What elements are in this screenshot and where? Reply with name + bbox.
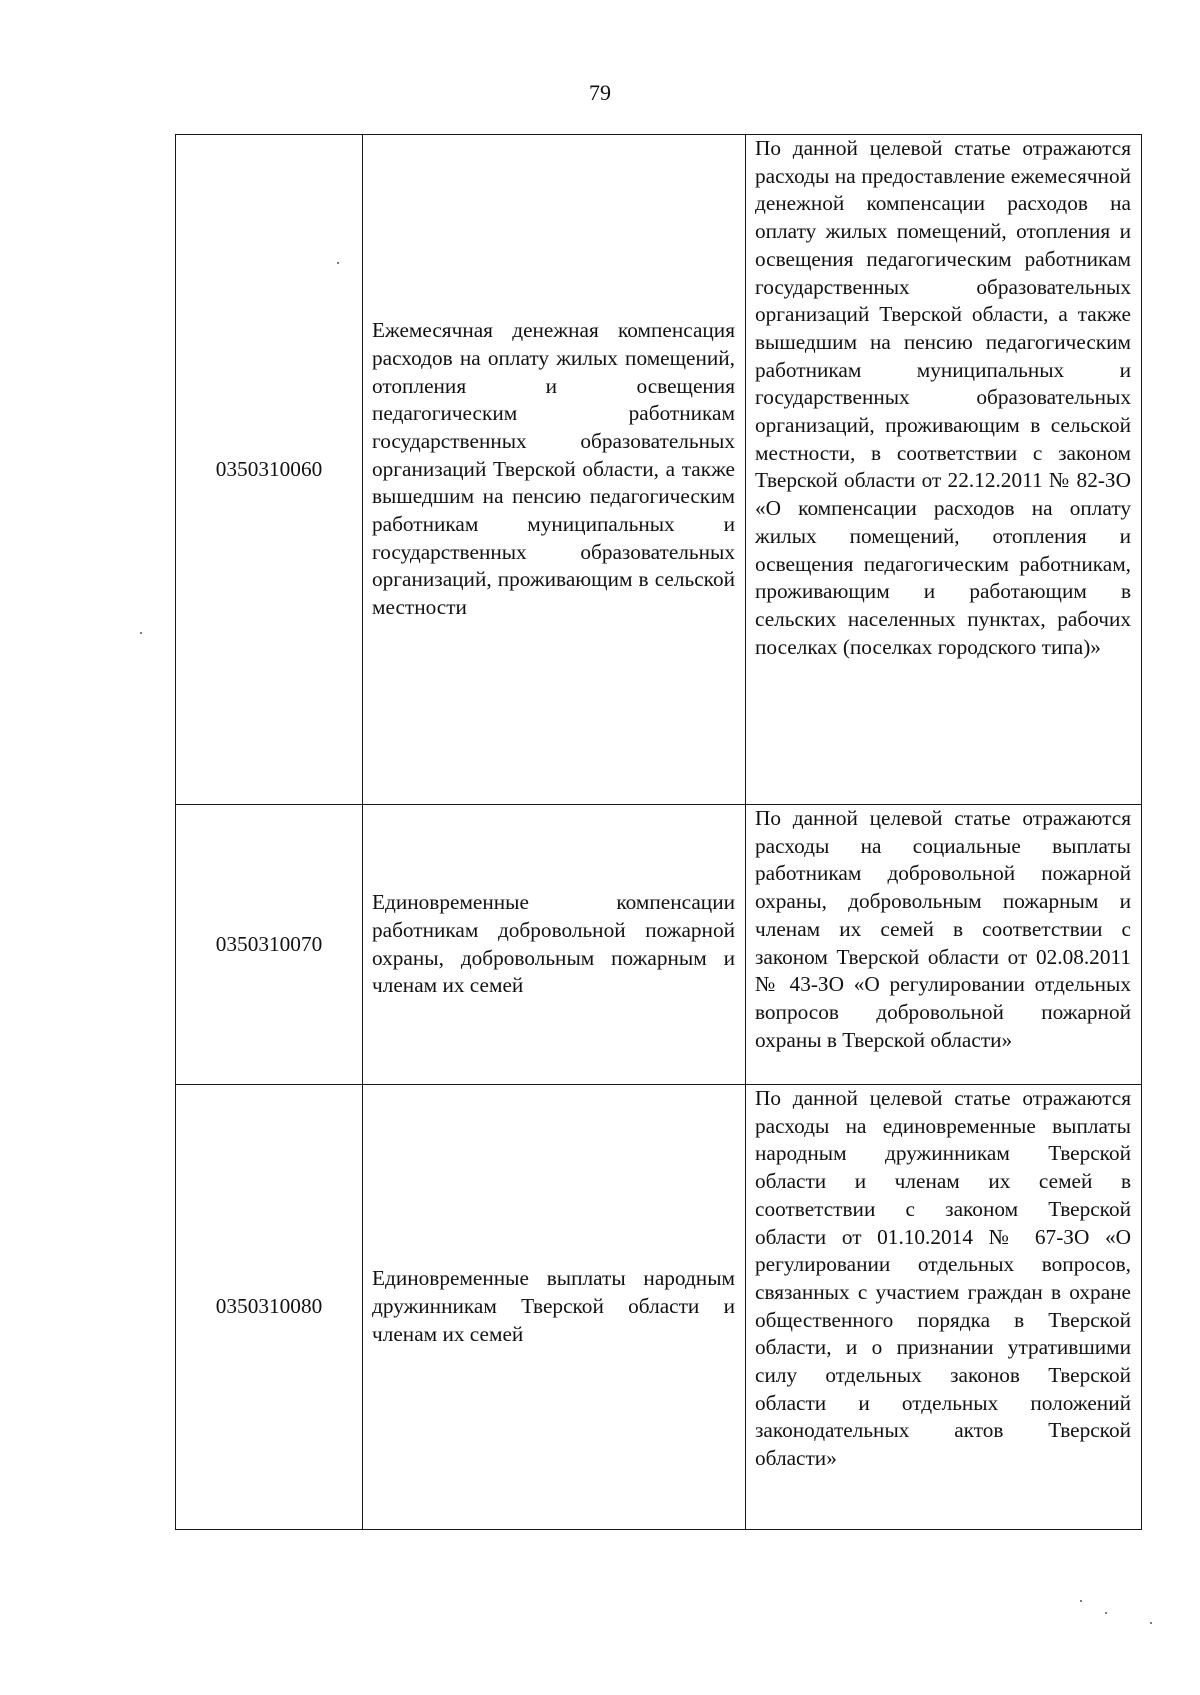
target-article-description: По данной целевой статье отражаются расходы на единовременные выплаты народным дружинникам Тверской области и членам их семей в соответствии с законом Тверской области от 01.10.2014 № 67-ЗО «О регулировании отдельных вопросов, связанных с участием граждан в охране общественного порядка в Тверской области, и о признании утратившими силу отдельных законов Тверской области и отдельных положений законодательных актов Тверской области» xyxy=(746,1085,1142,1530)
scan-speck xyxy=(140,632,142,634)
target-article-description: По данной целевой статье отражаются расходы на социальные выплаты работникам добровольной пожарной охраны, добровольным пожарным и членам их семей в соответствии с законом Тверской области от 02.08.2011 № 43-ЗО «О регулировании отдельных вопросов добровольной пожарной охраны в Тверской области» xyxy=(746,805,1142,1085)
scan-speck xyxy=(1150,1622,1152,1624)
target-article-code: 0350310060 xyxy=(176,135,363,805)
table-row xyxy=(176,805,1142,1085)
target-article-name: Ежемесячная денежная компенсация расходов на оплату жилых помещений, отопления и освещения педагогическим работникам государственных образовательных организаций Тверской области, а также вышедшим на пенсию педагогическим работникам муниципальных и государственных образовательных организаций, проживающим в сельской местности xyxy=(363,135,746,805)
target-article-name: Единовременные компенсации работникам добровольной пожарной охраны, добровольным пожарным и членам их семей xyxy=(363,805,746,1085)
scan-speck xyxy=(337,262,339,264)
table-row xyxy=(176,135,1142,805)
budget-classification-table xyxy=(175,134,1142,1530)
scan-speck xyxy=(1105,1612,1107,1614)
target-article-name: Единовременные выплаты народным дружинникам Тверской области и членам их семей xyxy=(363,1085,746,1530)
target-article-code: 0350310070 xyxy=(176,805,363,1085)
target-article-code: 0350310080 xyxy=(176,1085,363,1530)
table-row xyxy=(176,1085,1142,1530)
page-number: 79 xyxy=(589,80,611,105)
target-article-description: По данной целевой статье отражаются расходы на предоставление ежемесячной денежной компенсации расходов на оплату жилых помещений, отопления и освещения педагогическим работникам государственных образовательных организаций Тверской области, а также вышедшим на пенсию педагогическим работникам муниципальных и государственных образовательных организаций, проживающим в сельской местности, в соответствии с законом Тверской области от 22.12.2011 № 82-ЗО «О компенсации расходов на оплату жилых помещений, отопления и освещения педагогическим работникам, проживающим и работающим в сельских населенных пунктах, рабочих поселках (поселках городского типа)» xyxy=(746,135,1142,805)
scan-speck xyxy=(1080,1600,1082,1602)
